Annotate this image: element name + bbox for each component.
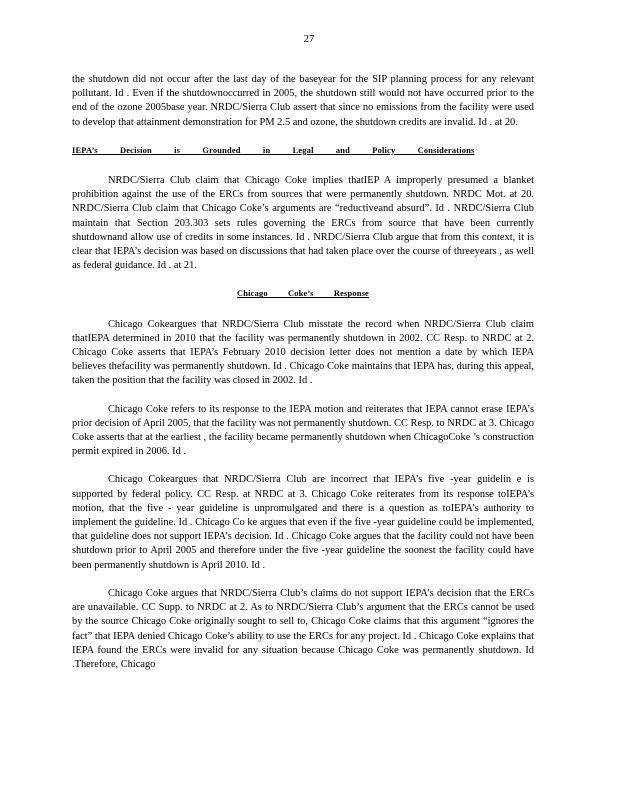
paragraph-record-misstated: Chicago Cokeargues that NRDC/Sierra Club misstate the record when NRDC/Sierra Club claim thatIEPA determined in 2010 that the facility was permanently shutdown in 2002. CC Resp. to NRDC at 2. Chicago Coke asserts that IEPA’s February 2010 decision letter does not mention a date by which IEPA believes thefacility was permanently shutdown. Id . Chicago Coke maintains that IEPA has, during this appeal, taken the position that the facility was closed in 2002. Id . [72,318,534,387]
paragraph-five-year-guideline: Chicago Cokeargues that NRDC/Sierra Club are incorrect that IEPA’s five -year guidelin e is supported by federal policy. CC Resp. at NRDC at 3. Chicago Coke reiterates from its response toIEPA’s motion, that the five - year guideline is unpromulgated and there is a question as toIEPA’s authority to implement the guideline. Id . Chicago Co ke argues that even if the five -year guideline could be implemented, that guideline does not support IEPA’s decision. Id . Chicago Coke argues that the facility could not have been shutdown prior to April 2005 and therefore under the five -year guideline the soonest the facility could have been permanently shutdown is April 2010. Id . [72,474,534,571]
section-heading-chicago-coke-response: Chicago Coke’s Response [237,289,369,299]
page-number: 27 [303,33,315,45]
paragraph-prior-decision: Chicago Coke refers to its response to the IEPA motion and reiterates that IEPA cannot erase IEPA’s prior decision of April 2005, that the facility was not permanently shutdown. CC Resp. to NRDC at 3. Chicago Coke asserts that at the earliest , the facility became permanently shutdown when ChicagoCoke ’s construction permit expired in 2006. Id . [72,403,534,458]
paragraph-nrdc-claims: NRDC/Sierra Club claim that Chicago Coke implies thatIEP A improperly presumed a blanket prohibition against the use of the ERCs from sources that were permanently shutdown. NRDC Mot. at 20. NRDC/Sierra Club claim that Chicago Coke’s arguments are “reductiveand absurd”. Id . NRDC/Sierra Club maintain that Section 203.303 sets rules governing the ERCs from source that have been currently shutdownand allow use of credits in some instances. Id . NRDC/Sierra Club argue that from this context, it is clear that IEPA’s decision was based on discussions that had taken place over the course of threeyears , as well as federal guidance. Id . at 21. [72,175,534,272]
paragraph-continued: the shutdown did not occur after the last day of the baseyear for the SIP planning process for any relevant pollutant. Id . Even if the shutdownoccurred in 2005, the shutdown still would not have occurred prior to the end of the ozone 2005base year. NRDC/Sierra Club assert that since no emissions from the facility were used to develop that attainment demonstration for PM 2.5 and ozone, the shutdown credits are invalid. Id . at 20. [72,74,534,128]
paragraph-ercs-unavailable: Chicago Coke argues that NRDC/Sierra Club’s claims do not support IEPA’s decision that the ERCs are unavailable. CC Supp. to NRDC at 2. As to NRDC/Sierra Club’s argument that the ERCs cannot be used by the source Chicago Coke originally sought to sell to, Chicago Coke claims that this argument “ignores the fact” that IEPA denied Chicago Coke’s ability to use the ERCs for any project. Id . Chicago Coke explains that IEPA found the ERCs were invalid for any situation because Chicago Coke was permanently shutdown. Id .Therefore, Chicago [72,587,534,670]
section-heading-iepa-decision: IEPA’s Decision is Grounded in Legal and Policy Considerations [72,145,475,155]
document-body [72,73,534,686]
